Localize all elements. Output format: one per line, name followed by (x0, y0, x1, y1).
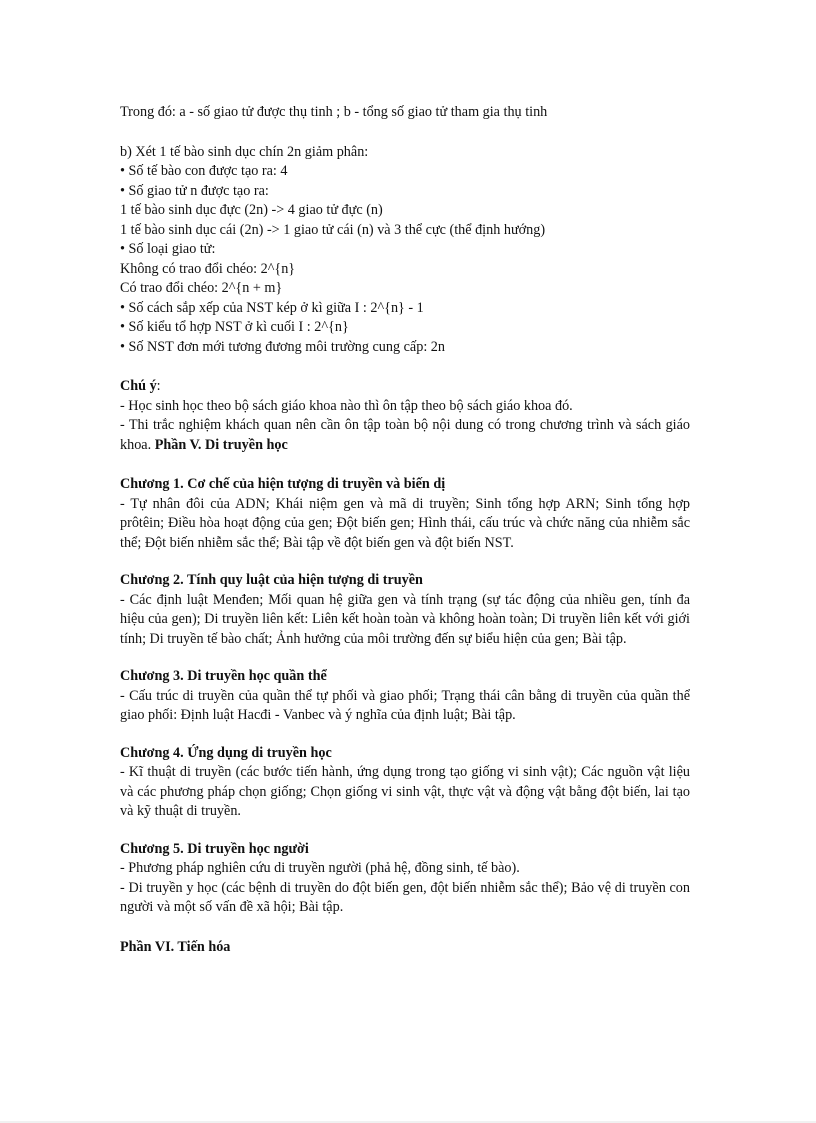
list-item: • Số NST đơn mới tương đương môi trường cung cấp: 2n (120, 338, 445, 355)
chapter-title: Chương 3. Di truyền học quần thể (120, 668, 327, 684)
list-item: 1 tế bào sinh dục cái (2n) -> 1 giao tử cái (n) và 3 thể cực (thể định hướng) (120, 221, 546, 238)
chapter-body-line: - Di truyền y học (các bệnh di truyền do đột biến gen, đột biến nhiễm sắc thể); Bảo vệ di truyền con người và một số vấn đề xã hội; Bài tập. (120, 879, 690, 915)
section-b-title: b) Xét 1 tế bào sinh dục chín 2n giảm phân: (120, 143, 369, 160)
list-item: 1 tế bào sinh dục đực (2n) -> 4 giao tử đực (n) (120, 202, 383, 218)
document-page (120, 103, 690, 957)
chapter-title: Chương 1. Cơ chế của hiện tượng di truyền và biến dị (120, 476, 446, 492)
chapter-title: Chương 2. Tính quy luật của hiện tượng di truyền (120, 572, 423, 588)
chapter-body: - Cấu trúc di truyền của quần thể tự phối và giao phối; Trạng thái cân bằng di truyền của quần thể giao phối: Định luật Hacđi - Vanbec và ý nghĩa của định luật; Bài tập. (120, 687, 690, 723)
chapter-2 (120, 571, 690, 649)
list-item: • Số cách sắp xếp của NST kép ở kì giữa I : 2^{n} - 1 (120, 299, 424, 316)
note-line-1: - Học sinh học theo bộ sách giáo khoa nào thì ôn tập theo bộ sách giáo khoa đó. (120, 397, 573, 414)
intro-line: Trong đó: a - số giao tử được thụ tinh ; b - tổng số giao tử tham gia thụ tinh (120, 104, 548, 120)
list-item: Có trao đổi chéo: 2^{n + m} (120, 280, 283, 296)
note-section (120, 377, 690, 455)
chapter-body: - Các định luật Menđen; Mối quan hệ giữa gen và tính trạng (sự tác động của nhiều gen, tính đa hiệu của gen); Di truyền liên kết: Liên kết hoàn toàn và không hoàn toàn; Di truyền liên kết với giới tính; Di truyền tế bào chất; Ảnh hưởng của môi trường đến sự biểu hiện của gen; Bài tập. (120, 591, 690, 647)
note-title-suffix: : (156, 378, 161, 394)
chapter-4 (120, 744, 690, 822)
chapter-3 (120, 667, 690, 726)
list-item: Không có trao đổi chéo: 2^{n} (120, 260, 296, 277)
chapter-title: Chương 5. Di truyền học người (120, 840, 309, 857)
list-item: • Số loại giao tử: (120, 241, 216, 257)
chapter-title: Chương 4. Ứng dụng di truyền học (120, 744, 332, 761)
part-vi-title: Phần VI. Tiến hóa (120, 938, 231, 955)
section-b (120, 143, 690, 358)
chapter-body: - Tự nhân đôi của ADN; Khái niệm gen và mã di truyền; Sinh tổng hợp ARN; Sinh tổng hợp prôtêin; Điều hòa hoạt động của gen; Đột biến gen; Hình thái, cấu trúc và chức năng của nhiễm sắc thể; Đột biến nhiễm sắc thể; Bài tập về đột biến gen và đột biến NST. (120, 495, 690, 551)
chapter-body-line: - Phương pháp nghiên cứu di truyền người (phả hệ, đồng sinh, tế bào). (120, 860, 520, 876)
list-item: • Số giao tử n được tạo ra: (120, 182, 269, 199)
note-line-2-wrapper (120, 416, 690, 455)
chapter-5 (120, 840, 690, 918)
note-line-2: - Thi trắc nghiệm khách quan nên cần ôn tập toàn bộ nội dung có trong chương trình và sách giáo khoa. (120, 417, 690, 453)
chapter-body: - Kĩ thuật di truyền (các bước tiến hành, ứng dụng trong tạo giống vi sinh vật); Các nguồn vật liệu và các phương pháp chọn giống; Chọn giống vi sinh vật, thực vật và động vật bằng đột biến, lai tạo và kỹ thuật di truyền. (120, 764, 690, 819)
list-item: • Số tế bào con được tạo ra: 4 (120, 163, 288, 179)
list-item: • Số kiểu tổ hợp NST ở kì cuối I : 2^{n} (120, 319, 349, 335)
chapter-1 (120, 475, 690, 553)
part-v-title: Phần V. Di truyền học (154, 436, 288, 453)
note-title: Chú ý (120, 378, 157, 394)
